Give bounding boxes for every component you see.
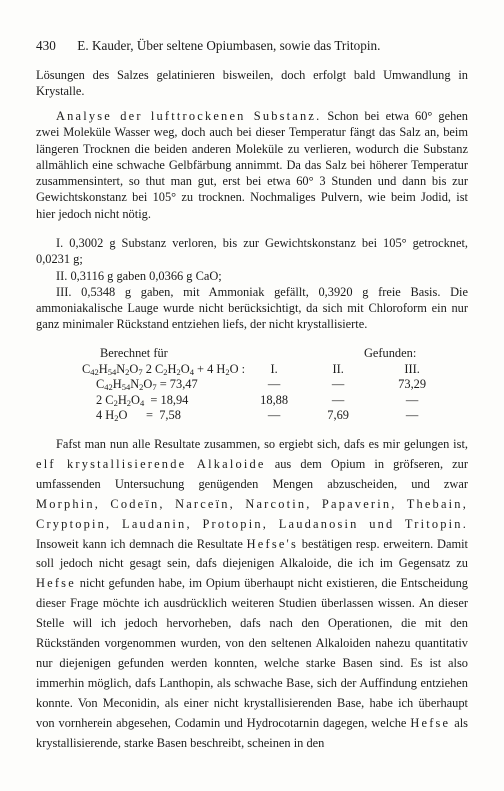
calculation-table: [82, 346, 451, 424]
result-item: II. 0,3116 g gaben 0,0366 g CaO;: [56, 268, 222, 283]
formula-line: $C_{42}H_{54}N_2O_7$ 2 $C_2H_2O_4 + 4$ $H_2O$ :: [82, 361, 246, 377]
author-name: Hefse: [36, 576, 76, 591]
emphasis-text: elf krystallisierende Alkaloide: [36, 456, 266, 471]
cell: —: [267, 377, 281, 392]
calc-row-label: $C_{42}H_{54}N_2O_7 = 73,47$: [96, 377, 198, 393]
calc-row-label: 4 $H_2O$ = 7,58: [96, 408, 181, 424]
cell: —: [405, 392, 419, 407]
cell: 73,29: [398, 377, 427, 392]
analysis-text: Schon bei etwa 60° gehen zwei Moleküle Wasser weg, doch auch bei dieser Temperatur fängt das Salz an, beim längeren Trocknen die beiden anderen Moleküle zu verlieren, wodurch die Substanz allmählich eine schwache Gelbfärbung annimmt. Da das Salz bei höherer Temperatur zusammensintert, so thut man gut, erst bei etwa 60° 3 Stunden und dann bis zur Gewichtskonstanz bei 105° zu trocknen. Nochmaliges Pulvern, wie beim Jodid, ist hier jedoch nicht nötig.: [36, 109, 468, 221]
summary-text: Insoweit kann ich demnach die Resultate: [36, 536, 247, 551]
paragraph-analysis: [36, 108, 468, 222]
page-number: 430: [36, 38, 56, 53]
col-III-header: III.: [404, 361, 420, 376]
calc-heading: Berechnet für: [100, 346, 168, 360]
author-name: Hefse's: [246, 536, 298, 551]
table-row: [82, 393, 451, 409]
cell: —: [331, 377, 345, 392]
paragraph-solutions: [36, 67, 468, 100]
author-name: Hefse: [410, 715, 451, 730]
col-I-header: I.: [270, 361, 278, 376]
cell: 18,88: [260, 392, 289, 407]
summary-text: aus dem Opium in gröfseren, zur umfassenden Untersuchung genügenden Mengen abzuscheiden, und zwar: [36, 456, 469, 491]
cell: —: [405, 408, 419, 423]
running-title: E. Kauder, Über seltene Opiumbasen, sowie das Tritopin.: [77, 38, 381, 53]
table-row: [82, 377, 451, 393]
summary-text: Fafst man nun alle Resultate zusammen, so ergiebt sich, dafs es mir gelungen ist,: [56, 437, 468, 451]
cell: —: [331, 392, 345, 407]
alkaloid-list: Morphin, Codeïn, Narceïn, Narcotin, Papaverin, Thebain, Cryptopin, Laudanin, Protopin, Laudanosin und Tritopin.: [36, 496, 468, 531]
found-heading: Gefunden:: [363, 346, 417, 360]
paragraph-summary: [36, 435, 468, 754]
summary-text: als krystallisierende, starke Basen beschreibt, scheinen in den: [36, 715, 468, 750]
cell: 7,69: [327, 408, 349, 423]
summary-text: nicht gefunden habe, im Opium überhaupt nicht existieren, die Entscheidung dieser Frage möchte ich ausdrücklich weiteren Studien überlassen wissen. An dieser Stelle will ich jedoch hervorheben, dafs nach den Operationen, die mit den Rückständen vorgenommen wurden, von den seltenen Alkaloiden nahezu quantitativ nur diejenigen gefunden werden konnten, welche starke Basen sind. Es ist also immerhin möglich, dafs Lanthopin, als schwache Base, sich der Auffindung entziehen konnte. Von Meconidin, als einer nicht krystallisierenden Base, habe ich überhaupt von vornherein abgesehen, Codamin und Hydrocotarnin dagegen, welche: [36, 576, 468, 730]
result-item: III. 0,5348 g gaben, mit Ammoniak gefällt, 0,3920 g freie Basis. Die ammoniakalische Lauge wurde nicht berücksichtigt, da sich mit Chloroform ein nur ganz minimaler Rückstand entziehen liefs, der nicht krystallisierte.: [36, 284, 468, 332]
cell: —: [267, 408, 281, 423]
result-item: I. 0,3002 g Substanz verloren, bis zur Gewichtskonstanz bei 105° getrocknet, 0,0231 g;: [36, 236, 468, 267]
running-header: [36, 38, 468, 54]
paragraph-text: Lösungen des Salzes gelatinieren bisweilen, doch erfolgt bald Umwandlung in Krystalle.: [36, 68, 468, 99]
calc-row-label: 2 $C_2H_2O_4 = 18,94$: [96, 392, 189, 408]
col-II-header: II.: [332, 361, 344, 376]
results-list: [36, 235, 468, 333]
analysis-heading: Analyse der lufttrockenen Substanz.: [56, 109, 322, 123]
table-row: [82, 408, 451, 424]
summary-text: bestätigen resp. erweitern. Damit soll jedoch nicht gesagt sein, dafs diejenigen Alkaloide, die ich im Gegensatz zu: [36, 536, 469, 571]
